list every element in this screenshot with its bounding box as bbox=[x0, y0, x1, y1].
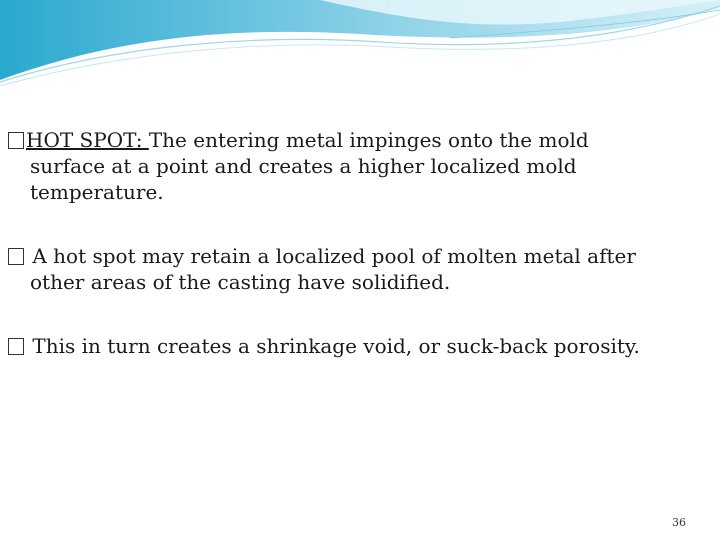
square-bullet-icon bbox=[8, 338, 24, 355]
header-wave-decoration bbox=[0, 0, 720, 90]
square-bullet-icon bbox=[8, 132, 24, 149]
paragraph-line: surface at a point and creates a higher localized mold bbox=[30, 154, 577, 178]
term-hot-spot: HOT SPOT: bbox=[26, 128, 149, 152]
paragraph-line: temperature. bbox=[30, 180, 164, 204]
paragraph-text: A hot spot may retain a localized pool of molten metal after bbox=[26, 244, 636, 268]
page-number: 36 bbox=[672, 516, 686, 529]
paragraph-text: This in turn creates a shrinkage void, or suck-back porosity. bbox=[26, 334, 640, 358]
paragraph-shrinkage-void bbox=[8, 333, 698, 359]
square-bullet-icon bbox=[8, 248, 24, 265]
paragraph-line bbox=[8, 333, 698, 359]
paragraph-molten-pool bbox=[8, 243, 698, 295]
paragraph-line bbox=[8, 127, 698, 153]
paragraph-hot-spot bbox=[8, 127, 698, 205]
paragraph-line bbox=[8, 243, 698, 269]
paragraph-text: The entering metal impinges onto the mold bbox=[148, 128, 589, 152]
paragraph-line: other areas of the casting have solidified. bbox=[30, 270, 451, 294]
